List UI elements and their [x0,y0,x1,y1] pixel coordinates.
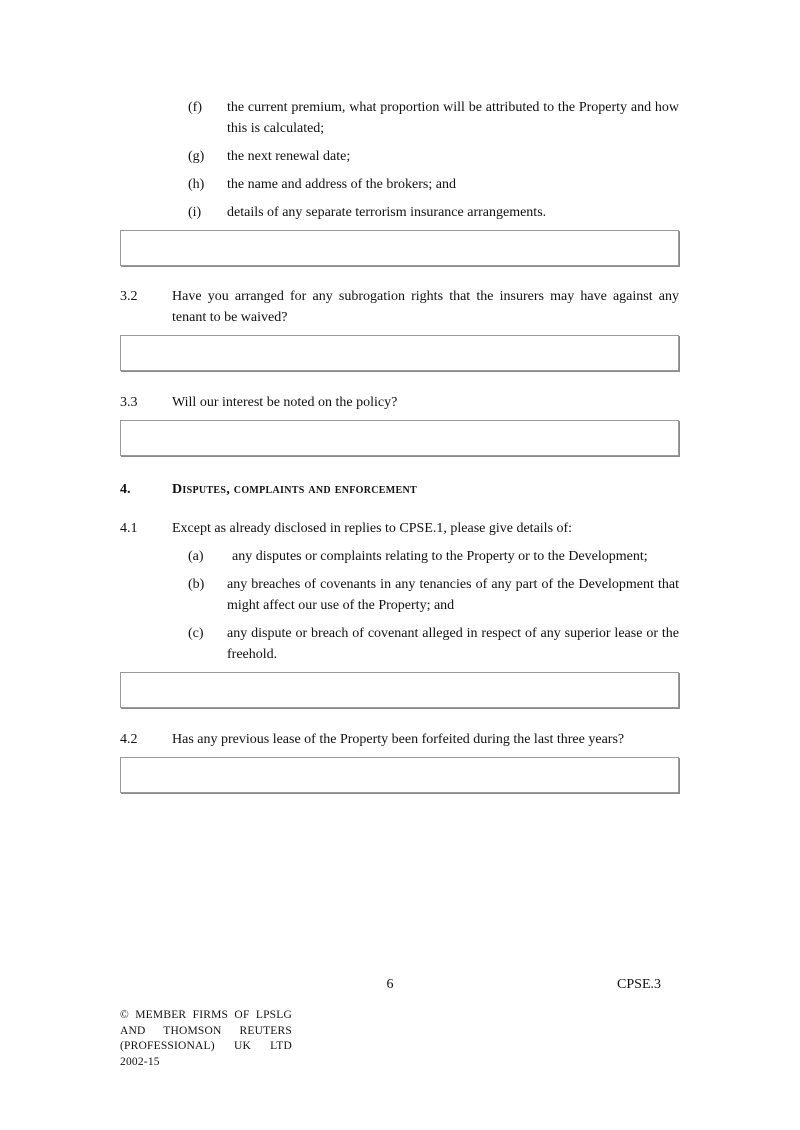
list-item [188,174,679,195]
question-number: 3.2 [120,289,138,304]
list-item [188,97,679,139]
question-number: 4.2 [120,732,138,747]
answer-box-3-3[interactable] [120,420,679,456]
answer-box-4-2[interactable] [120,757,679,793]
copyright-line: © MEMBER FIRMS OF LPSLG [120,1009,292,1021]
answer-box-3-2[interactable] [120,335,679,371]
list-item-label: (h) [188,177,205,192]
question-3-2 [120,286,679,328]
list-item-text: any disputes or complaints relating to the Property or to the Development; [232,549,648,564]
answer-box-4-1[interactable] [120,672,679,708]
section-number: 4. [120,482,131,497]
question-text: Except as already disclosed in replies to CPSE.1, please give details of: [172,521,573,536]
list-item-label: (a) [188,549,204,564]
section-title: Disputes, complaints and enforcement [172,482,417,497]
copyright-line: (PROFESSIONAL) UK LTD [120,1040,292,1052]
page-number [120,974,660,995]
list-item-text: the next renewal date; [227,149,351,164]
question-4-1 [120,518,679,539]
page-number-value: 6 [386,977,394,992]
copyright-line: AND THOMSON REUTERS [120,1024,292,1037]
copyright-line: 2002-15 [120,1055,160,1068]
list-item [188,146,679,167]
list-item-text: the name and address of the brokers; and [227,177,456,192]
question-number: 4.1 [120,521,138,536]
list-item-label: (f) [188,100,202,115]
list-item-label: (b) [188,577,205,592]
list-item [188,574,679,616]
list-item-text: any breaches of covenants in any tenancies of any part of the Development that might affect our use of the Property; and [227,577,679,613]
list-item-text: any dispute or breach of covenant alleged in respect of any superior lease or the freehold. [227,626,679,662]
list-item-label: (i) [188,205,202,220]
page-content [120,97,679,793]
question-number: 3.3 [120,395,138,410]
question-text: Has any previous lease of the Property been forfeited during the last three years? [172,732,625,747]
question-text: Have you arranged for any subrogation rights that the insurers may have against any tenant to be waived? [172,289,679,325]
answer-box-3-1[interactable] [120,230,679,266]
list-item-label: (g) [188,149,205,164]
list-item-text: details of any separate terrorism insurance arrangements. [227,205,547,220]
list-item [188,202,679,223]
disputes-list [120,546,679,665]
list-item-text: the current premium, what proportion will be attributed to the Property and how this is calculated; [227,100,679,136]
section-4-heading [120,479,679,500]
list-item [188,546,679,567]
list-item-label: (c) [188,626,204,641]
question-4-2 [120,729,679,750]
document-reference: CPSE.3 [617,977,661,992]
question-3-3 [120,392,679,413]
copyright-notice [120,1008,292,1070]
question-text: Will our interest be noted on the policy? [172,395,398,410]
insurance-details-list [120,97,679,223]
list-item [188,623,679,665]
